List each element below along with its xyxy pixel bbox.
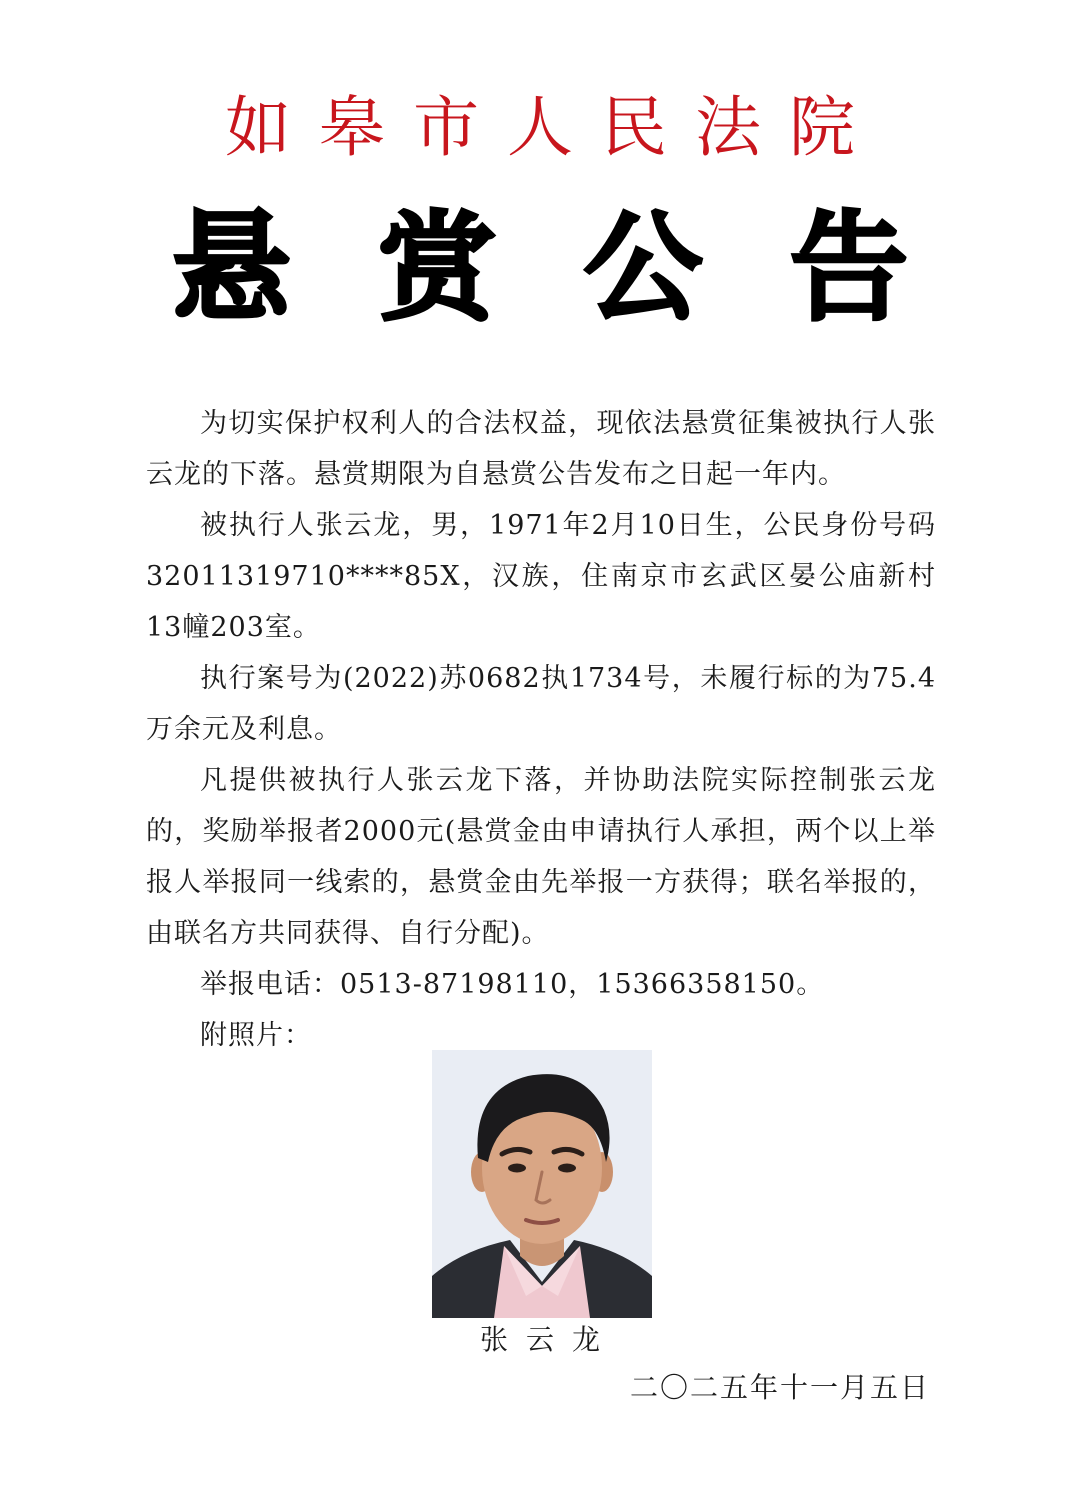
paragraph-person-info: 被执行人张云龙，男，1971年2月10日生，公民身份号码32011319710****85X，汉族，住南京市玄武区晏公庙新村13幢203室。 bbox=[146, 510, 936, 643]
paragraph-photo-label: 附照片： bbox=[200, 1020, 312, 1051]
issue-date: 二〇二五年十一月五日 bbox=[629, 1371, 930, 1404]
paragraph-case-info: 执行案号为(2022)苏0682执1734号，未履行标的为75.4万余元及利息。 bbox=[146, 663, 936, 745]
notice-title: 悬赏公告 bbox=[171, 198, 996, 337]
notice-body bbox=[146, 398, 936, 1061]
paragraph-reward: 凡提供被执行人张云龙下落，并协助法院实际控制张云龙的，奖励举报者2000元(悬赏金由申请执行人承担，两个以上举报人举报同一线索的，悬赏金由先举报一方获得；联名举报的，由联名方共同获得、自行分配)。 bbox=[146, 765, 936, 949]
paragraph-purpose: 为切实保护权利人的合法权益，现依法悬赏征集被执行人张云龙的下落。悬赏期限为自悬赏公告发布之日起一年内。 bbox=[146, 408, 936, 490]
court-name: 如皋市人民法院 bbox=[225, 89, 883, 166]
photo-caption: 张云龙 bbox=[479, 1323, 618, 1356]
person-photo-illustration bbox=[432, 1050, 652, 1318]
paragraph-hotline: 举报电话：0513-87198110，15366358150。 bbox=[200, 969, 825, 1000]
person-photo bbox=[432, 1050, 652, 1318]
